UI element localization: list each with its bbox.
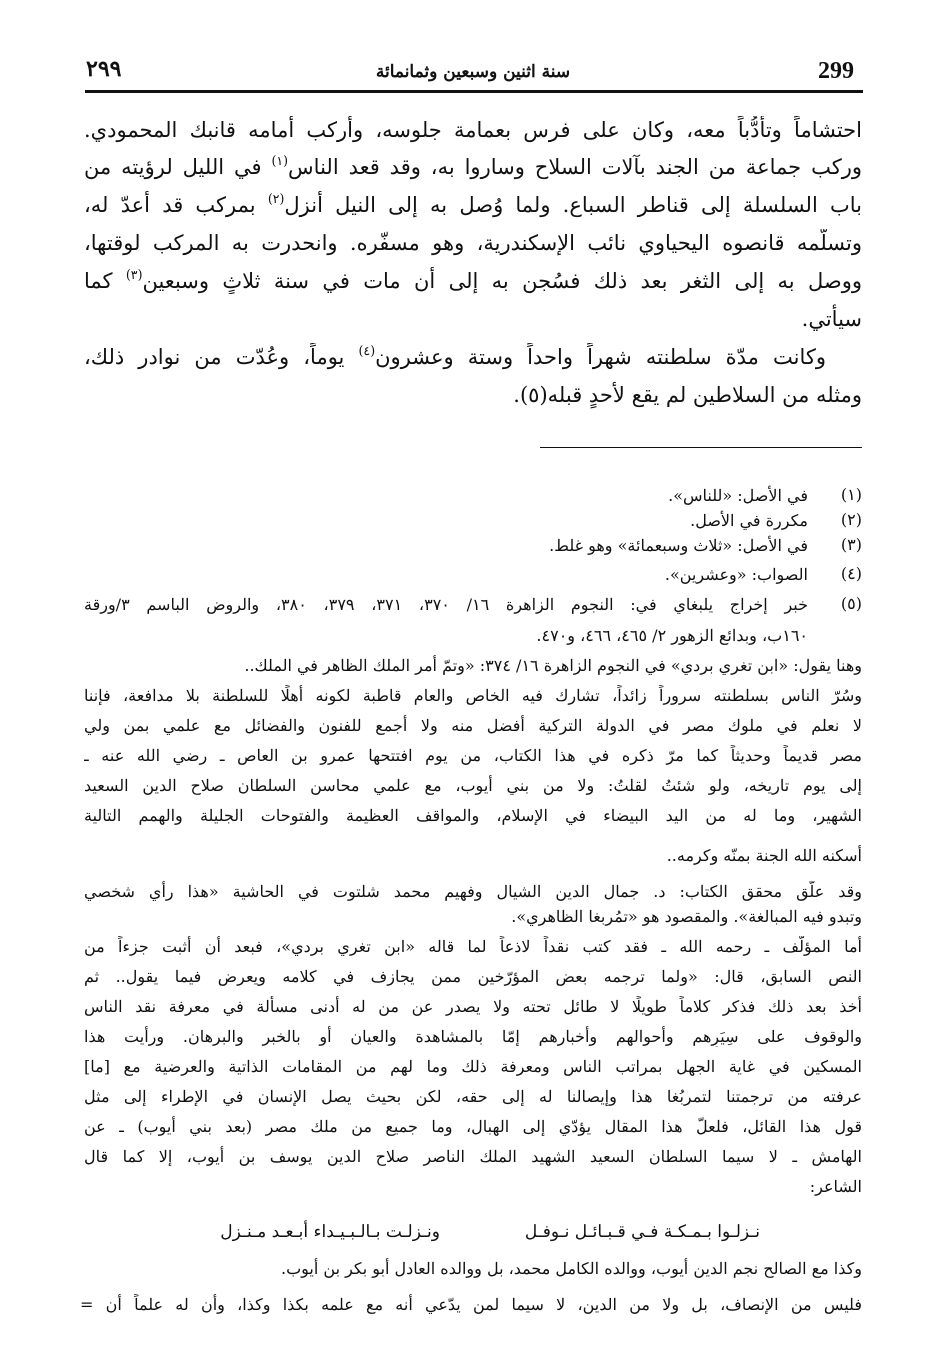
commentary-line: وسُرّ الناس بسلطنته سروراً زائداً، تشارك فيه الخاص والعام قاطبة لكونه أهلًا للسلطنة بلا مدافعة، فإننا bbox=[84, 686, 862, 705]
commentary-line: الشاعر: bbox=[809, 1177, 862, 1196]
body-text-line: وتسلّمه قانصوه اليحياوي نائب الإسكندرية، وهو مسفّره. وانحدرت به المركب لوقتها، bbox=[84, 231, 862, 255]
commentary-line: أسكنه الله الجنة بمنّه وكرمه.. bbox=[666, 846, 862, 865]
commentary-line: قول هذا القائل، فلعلّ هذا المقال يؤدّي إلى الهبال، وما جميع من ملك مصر (بعد بني أيوب) ـ عن bbox=[84, 1117, 862, 1136]
footnote-number: (٢) bbox=[840, 510, 862, 529]
commentary-line: الشهير، وما له من اليد البيضاء في الإسلام، والمواقف العظيمة والفتوحات الجليلة والهمم التالية bbox=[84, 806, 862, 825]
commentary-line: المسكين في غاية الجهل بمراتب الناس ومعرفة ذلك وما لهم من المقامات الذاتية والعرضية مع [ما] bbox=[84, 1057, 862, 1076]
footnote-text: في الأصل: «ثلاث وسبعمائة» وهو غلط. bbox=[549, 536, 808, 555]
commentary-line: النص السابق، قال: «ولما ترجمه بعض المؤرّخين ممن يجازف في كلامه ويعرض فيما يقول.. ثم bbox=[84, 967, 862, 986]
commentary-line: وتبدو فيه المبالغة». والمقصود هو «تمُربغا الظاهري». bbox=[511, 907, 862, 926]
commentary-line: عرفته من ترجمتنا لتمربُغا هذا وإيصالنا له إلى حقه، لكن بحيث يصل الإنسان في الإطراء إلى مثل bbox=[84, 1087, 862, 1106]
body-text-line: سيأتي. bbox=[801, 307, 862, 331]
footnote-text: الصواب: «وعشرين». bbox=[664, 565, 808, 584]
body-text-line: وركب جماعة من الجند بآلات السلاح وساروا به، وقد قعد الناس$^{(١)}$ في الليل لرؤيته من bbox=[84, 153, 862, 179]
footnote-number: (١) bbox=[840, 485, 862, 504]
page-number-arabic: ٢٩٩ bbox=[86, 56, 122, 82]
poem-first-hemistich: نـزلـوا بـمـكـة فـي قـبـائـل نـوفـل bbox=[524, 1222, 760, 1242]
poem-second-hemistich: ونـزلـت بـالـبـيـداء أبـعـد مـنـزل bbox=[220, 1222, 440, 1242]
footnote-marker: (٤) bbox=[358, 343, 376, 359]
body-text-line: باب السلسلة إلى قناطر السباع. ولما وُصل به إلى النيل أُنزل$^{(٢)}$ بمركب قد أُعدّ له، bbox=[84, 191, 862, 217]
footnote-separator bbox=[540, 447, 862, 448]
footnote-number: (٥) bbox=[840, 594, 862, 613]
commentary-line: أخذ بعد ذلك فذكر كلاماً طويلًا لا طائل تحته ولا يصدر عن من له أدنى مسألة في معرفة نقد الناس bbox=[84, 997, 862, 1016]
footnote-marker: (١) bbox=[271, 153, 289, 169]
body-text-line: ووصل به إلى الثغر بعد ذلك فسُجن به إلى أن مات في سنة ثلاثٍ وسبعين$^{(٣)}$ كما bbox=[84, 267, 862, 293]
footnote-marker: (٢) bbox=[267, 191, 285, 207]
footnote-text: مكررة في الأصل. bbox=[690, 511, 808, 530]
body-text-line: احتشاماً وتأدُّباً معه، وكان على فرس بعمامة جلوسه، وأركب أمامه قانبك المحمودي. bbox=[84, 118, 862, 142]
body-text-line: ومثله من السلاطين لم يقع لأحدٍ قبله(٥). bbox=[513, 383, 862, 407]
footnote-text: ١٦٠ب، وبدائع الزهور ٢/ ٤٦٥، ٤٦٦، و٤٧٠. bbox=[536, 626, 808, 645]
commentary-line: إلى يوم تاريخه، ولو شئتُ لقلتُ: ولا من بني أيوب، مع علمي محاسن السلطان صلاح الدين السعيد bbox=[84, 776, 862, 795]
commentary-line: وهنا يقول: «ابن تغري بردي» في النجوم الزاهرة ١٦/ ٣٧٤: «وتمّ أمر الملك الظاهر في الملك.. bbox=[244, 656, 862, 675]
page-number-latin: 299 bbox=[818, 58, 854, 84]
header-rule bbox=[85, 90, 863, 93]
body-text-line: وكانت مدّة سلطنته شهراً واحداً وستة وعشرون$^{(٤)}$ يوماً، وعُدّت من نوادر ذلك، bbox=[84, 343, 826, 369]
commentary-line: فليس من الإنصاف، بل ولا من الدين، لا سيما لمن يدّعي أنه مع علمه بكذا وكذا، وأن له علماً أن = bbox=[80, 1295, 862, 1314]
commentary-line: أما المؤلّف ـ رحمه الله ـ فقد كتب نقداً لاذعاً لما قاله «ابن تغري بردي»، فبعد أن أثبت جزءاً من bbox=[84, 937, 862, 956]
running-title: سنة اثنين وسبعين وثمانمائة bbox=[375, 62, 571, 82]
commentary-line: وقد علّق محقق الكتاب: د. جمال الدين الشيال وفهيم محمد شلتوت في الحاشية «هذا رأي شخصي bbox=[84, 882, 862, 901]
footnote-number: (٣) bbox=[840, 535, 862, 554]
footnote-text: في الأصل: «للناس». bbox=[668, 486, 808, 505]
commentary-line: مصر قديماً وحديثاً كما مرّ ذكره في هذا الكتاب، من يوم افتتحها عمرو بن العاص ـ رضي الله عنه ـ bbox=[84, 746, 862, 765]
footnote-marker: (٣) bbox=[125, 267, 143, 283]
commentary-line: لا نعلم في ملوك مصر في الدولة التركية أفضل منه ولا أجمع للفنون والفضائل مع علمي بمن ولي bbox=[84, 716, 862, 735]
commentary-line: الهامش ـ لا سيما السلطان السعيد الشهيد الملك الناصر صلاح الدين يوسف بن أيوب، إلا كما قال bbox=[84, 1147, 862, 1166]
commentary-line: وكذا مع الصالح نجم الدين أيوب، ووالده الكامل محمد، بل ووالده العادل أبو بكر بن أيوب. bbox=[280, 1259, 862, 1278]
footnote-text: خبر إخراج يلبغاي في: النجوم الزاهرة ١٦/ ٣٧٠، ٣٧١، ٣٧٩، ٣٨٠، والروض الباسم ٣/ورقة bbox=[84, 595, 808, 614]
commentary-line: والوقوف على سِيَرِهم وأحوالهم وأخبارهم إمّا بالمشاهدة والعيان أو بالخبر والبرهان. ورأيت هذا bbox=[84, 1027, 862, 1046]
footnote-number: (٤) bbox=[840, 564, 862, 583]
